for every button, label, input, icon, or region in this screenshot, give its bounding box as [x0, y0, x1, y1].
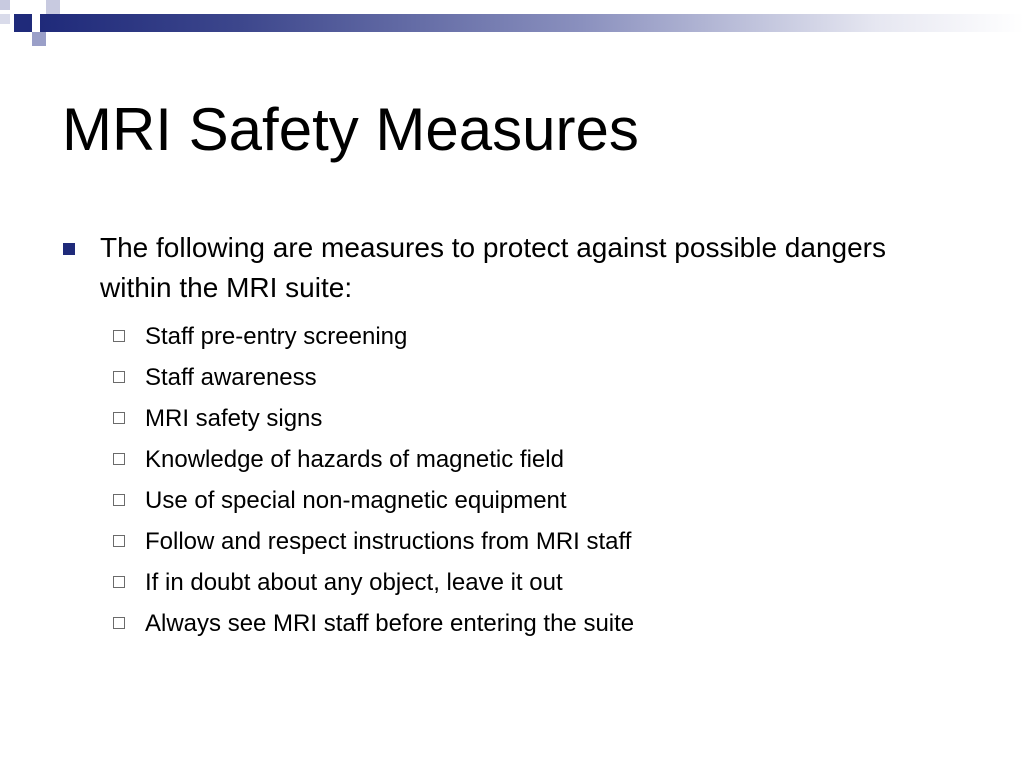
header-gradient-bar [40, 14, 1024, 32]
hollow-square-bullet-icon [113, 412, 125, 424]
header-decoration [0, 0, 1024, 34]
decor-square [14, 0, 24, 10]
decor-square [0, 0, 10, 10]
slide-body [62, 228, 962, 644]
decor-square [0, 14, 10, 24]
list-item-text: Knowledge of hazards of magnetic field [145, 446, 564, 473]
slide-title: MRI Safety Measures [62, 96, 639, 163]
list-item-text: If in doubt about any object, leave it out [145, 569, 563, 596]
hollow-square-bullet-icon [113, 494, 125, 506]
list-item [112, 316, 962, 357]
list-item-text: Staff pre-entry screening [145, 323, 408, 350]
list-item-text: Always see MRI staff before entering the suite [145, 610, 635, 637]
measures-list [62, 316, 962, 644]
decor-square [46, 0, 60, 14]
decor-square [32, 32, 46, 46]
list-item-text: Staff awareness [145, 364, 317, 391]
decor-square [36, 0, 46, 10]
list-item-text: MRI safety signs [145, 405, 323, 432]
hollow-square-bullet-icon [113, 330, 125, 342]
list-item [112, 480, 962, 521]
intro-bullet [62, 228, 962, 308]
list-item [112, 398, 962, 439]
list-item-text: Use of special non-magnetic equipment [145, 487, 567, 514]
list-item [112, 562, 962, 603]
hollow-square-bullet-icon [113, 576, 125, 588]
hollow-square-bullet-icon [113, 617, 125, 629]
list-item [112, 357, 962, 398]
list-item-text: Follow and respect instructions from MRI staff [145, 528, 632, 555]
hollow-square-bullet-icon [113, 371, 125, 383]
filled-square-bullet-icon [63, 243, 75, 255]
list-item [112, 439, 962, 480]
hollow-square-bullet-icon [113, 453, 125, 465]
list-item [112, 521, 962, 562]
intro-text: The following are measures to protect against possible dangers within the MRI suite: [100, 232, 886, 303]
hollow-square-bullet-icon [113, 535, 125, 547]
list-item [112, 603, 962, 644]
decor-square [14, 14, 32, 32]
